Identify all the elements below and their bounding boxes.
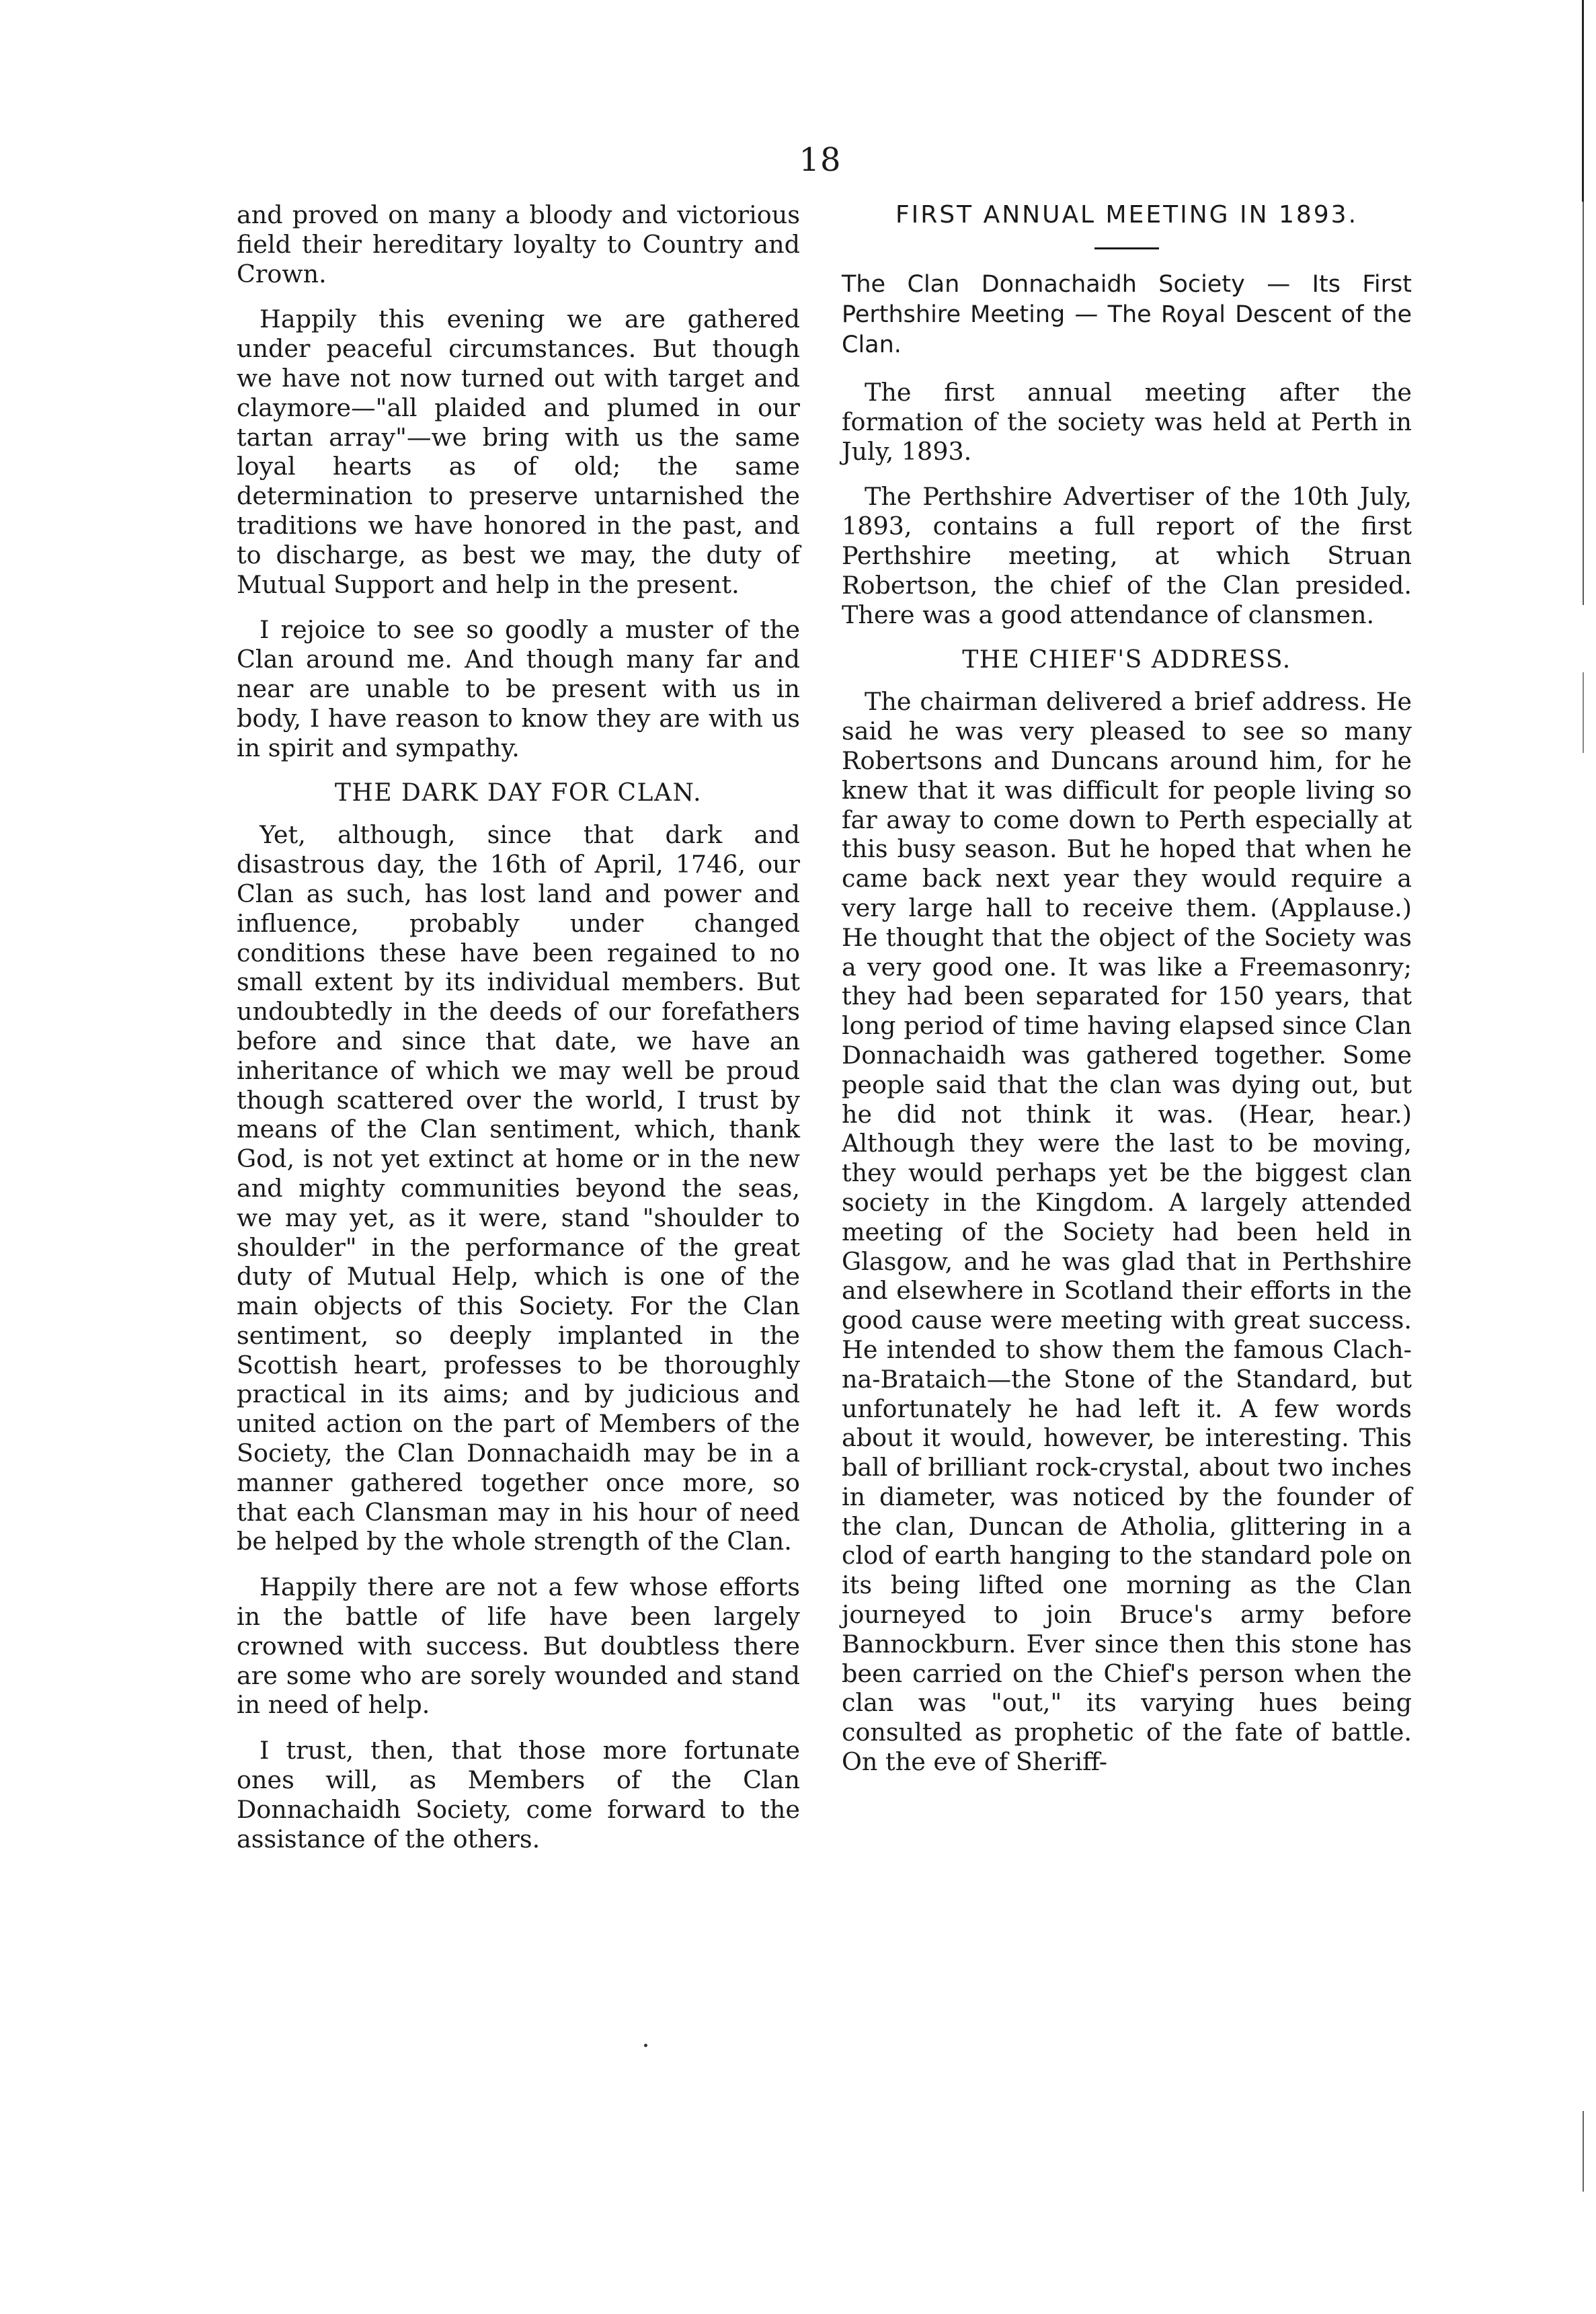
right-subheading: THE CHIEF'S ADDRESS.: [962, 646, 1291, 674]
left-paragraph-1: and proved on many a bloody and victorious field their hereditary loyalty to Country and Crown.: [237, 200, 800, 288]
right-paragraph-3: The chairman delivered a brief address. He said he was very pleased to see so many Robertsons and Duncans around him, for he knew that it was difficult for people living so far away to come down to Perth especially at this busy season. But he hoped that when he came back next year they would require a very large hall to receive them. (Applause.) He thought that the object of the Society was a very good one. It was like a Freemasonry; they had been separated for 150 years, that long period of time having elapsed since Clan Donnachaidh was gathered together. Some people said that the clan was dying out, but he did not think it was. (Hear, hear.) Although they were the last to be moving, they would perhaps yet be the biggest clan society in the Kingdom. A largely attended meeting of the Society had been held in Glasgow, and he was glad that in Perthshire and elsewhere in Scotland their efforts in the good cause were meeting with great success. He intended to show them the famous Clach-na-Brataich—the Stone of the Standard, but unfortunately he had left it. A few words about it would, however, be interesting. This ball of brilliant rock-crystal, about two inches in diameter, was noticed by the founder of the clan, Duncan de Atholia, glittering in a clod of earth hanging to the standard pole on its being lifted one morning as the Clan journeyed to join Bruce's army before Bannockburn. Ever since then this stone has been carried on the Chief's person when the clan was "out," its varying hues being consulted as prophetic of the fate of battle. On the eve of Sheriff-: [842, 687, 1412, 1777]
scan-speck: [644, 2044, 647, 2047]
right-paragraph-2: The Perthshire Advertiser of the 10th July, 1893, contains a full report of the first Perthshire meeting, at which Struan Robertson, the chief of the Clan presided. There was a good attendance of clansmen.: [842, 482, 1412, 629]
scan-edge-line-bottom: [1583, 2111, 1584, 2192]
scan-edge-line-lower: [1583, 672, 1584, 753]
article-heading: FIRST ANNUAL MEETING IN 1893.: [895, 201, 1359, 229]
left-paragraph-6: I trust, then, that those more fortunate ones will, as Members of the Clan Donnachaidh Society, come forward to the assistance of the others.: [237, 1736, 800, 1853]
article-deck: The Clan Donnachaidh Society — Its First Perthshire Meeting — The Royal Descent of the Clan.: [842, 271, 1412, 358]
scan-edge-line-middle: [1583, 202, 1584, 605]
left-paragraph-3: I rejoice to see so goodly a muster of the Clan around me. And though many far and near are unable to be present with us in body, I have reason to know they are with us in spirit and sympathy.: [237, 615, 800, 762]
scan-edge-line-top: [1582, 0, 1584, 202]
heading-rule: [1094, 247, 1159, 249]
left-paragraph-4: Yet, although, since that dark and disastrous day, the 16th of April, 1746, our Clan as such, has lost land and power and influence, probably under changed conditions these have been regained to no small extent by its individual members. But undoubtedly in the deeds of our forefathers before and since that date, we have an inheritance of which we may well be proud though scattered over the world, I trust by means of the Clan sentiment, which, thank God, is not yet extinct at home or in the new and mighty communities beyond the seas, we may yet, as it were, stand "shoulder to shoulder" in the performance of the great duty of Mutual Help, which is one of the main objects of this Society. For the Clan sentiment, so deeply implanted in the Scottish heart, professes to be thoroughly practical in its aims; and by judicious and united action on the part of Members of the Society, the Clan Donnachaidh may be in a manner gathered together once more, so that each Clansman may in his hour of need be helped by the whole strength of the Clan.: [237, 820, 800, 1556]
page-number: 18: [799, 141, 842, 179]
right-column: [842, 200, 1412, 1793]
left-subheading: THE DARK DAY FOR CLAN.: [334, 779, 703, 807]
left-paragraph-5: Happily there are not a few whose efforts in the battle of life have been largely crowned with success. But doubtless there are some who are sorely wounded and stand in need of help.: [237, 1572, 800, 1720]
left-column: [237, 200, 800, 1870]
left-paragraph-2: Happily this evening we are gathered under peaceful circumstances. But though we have not now turned out with target and claymore—"all plaided and plumed in our tartan array"—we bring with us the same loyal hearts as of old; the same determination to preserve untarnished the traditions we have honored in the past, and to discharge, as best we may, the duty of Mutual Support and help in the present.: [237, 305, 800, 599]
right-paragraph-1: The first annual meeting after the formation of the society was held at Perth in July, 1893.: [842, 378, 1412, 466]
